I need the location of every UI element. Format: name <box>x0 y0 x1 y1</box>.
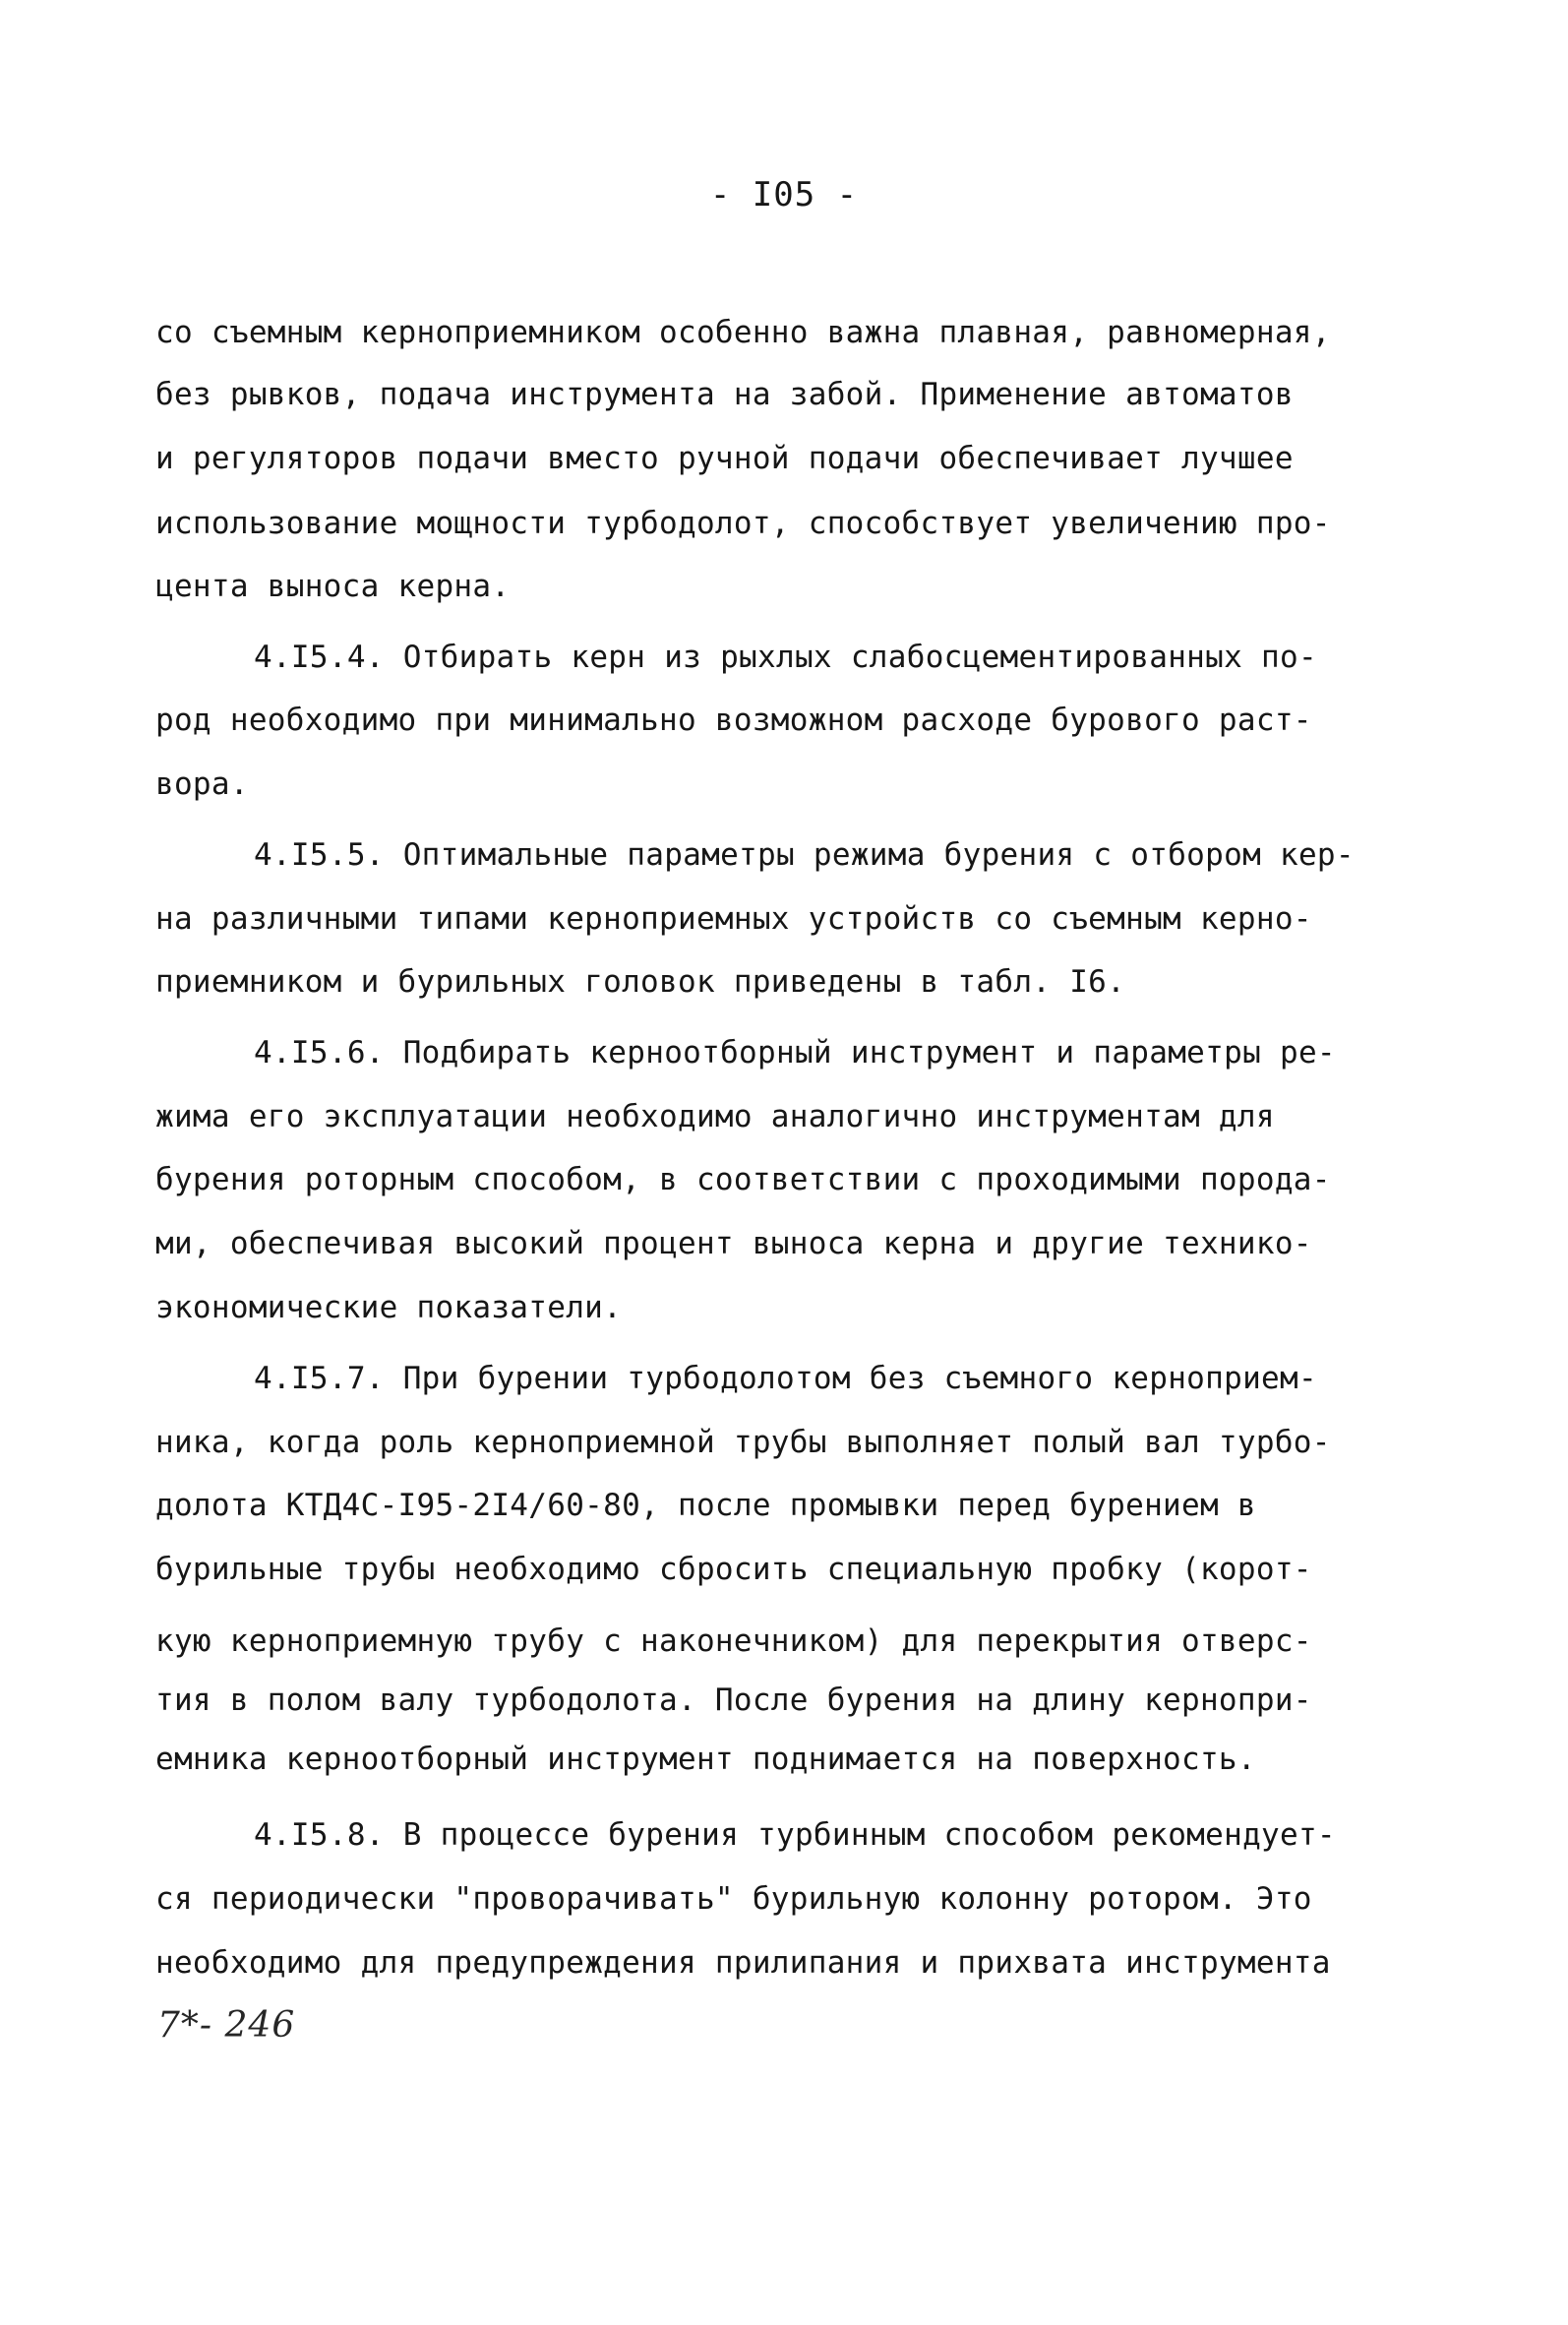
text-line: экономические показатели. <box>155 1290 623 1325</box>
text-line: со съемным керноприемником особенно важна плавная, равномерная, <box>155 315 1331 350</box>
text-line: бурильные трубы необходимо сбросить специальную пробку (корот- <box>155 1552 1312 1587</box>
text-line: ми, обеспечивая высокий процент выноса керна и другие технико- <box>155 1226 1312 1261</box>
text-line: емника керноотборный инструмент поднимается на поверхность. <box>155 1742 1256 1777</box>
text-line: 4.I5.4. Отбирать керн из рыхлых слабосцементированных по- <box>254 640 1317 675</box>
text-line: и регуляторов подачи вместо ручной подачи обеспечивает лучшее <box>155 441 1294 476</box>
page-number: - I05 - <box>709 175 859 214</box>
text-line: 4.I5.5. Оптимальные параметры режима бурения с отбором кер- <box>254 837 1355 873</box>
text-line: 4.I5.8. В процессе бурения турбинным способом рекомендует- <box>254 1817 1336 1853</box>
text-line: род необходимо при минимально возможном расходе бурового раст- <box>155 703 1312 738</box>
text-line: тия в полом валу турбодолота. После бурения на длину кернопри- <box>155 1683 1312 1718</box>
text-line: цента выноса керна. <box>155 569 511 604</box>
text-line: на различными типами керноприемных устройств со съемным керно- <box>155 901 1312 937</box>
text-line: ся периодически "проворачивать" бурильную колонну ротором. Это <box>155 1881 1312 1917</box>
text-line: использование мощности турбодолот, способствует увеличению про- <box>155 506 1331 541</box>
text-line: 4.I5.7. При бурении турбодолотом без съемного керноприем- <box>254 1361 1317 1396</box>
text-line: долота КТД4С-I95-2I4/60-80, после промывки перед бурением в <box>155 1488 1256 1523</box>
text-line: жима его эксплуатации необходимо аналогично инструментам для <box>155 1099 1275 1134</box>
text-line: ника, когда роль керноприемной трубы выполняет полый вал турбо- <box>155 1425 1331 1460</box>
text-line: кую керноприемную трубу с наконечником) для перекрытия отверс- <box>155 1623 1312 1659</box>
text-line: вора. <box>155 766 249 802</box>
text-line: без рывков, подача инструмента на забой. Применение автоматов <box>155 377 1294 412</box>
text-line: бурения роторным способом, в соответствии с проходимыми порода- <box>155 1162 1331 1197</box>
text-line: 4.I5.6. Подбирать керноотборный инструмент и параметры ре- <box>254 1035 1336 1071</box>
handwritten-note: 7*- 246 <box>157 2005 296 2046</box>
text-line: приемником и бурильных головок приведены в табл. I6. <box>155 964 1126 1000</box>
text-line: необходимо для предупреждения прилипания и прихвата инструмента <box>155 1945 1331 1981</box>
